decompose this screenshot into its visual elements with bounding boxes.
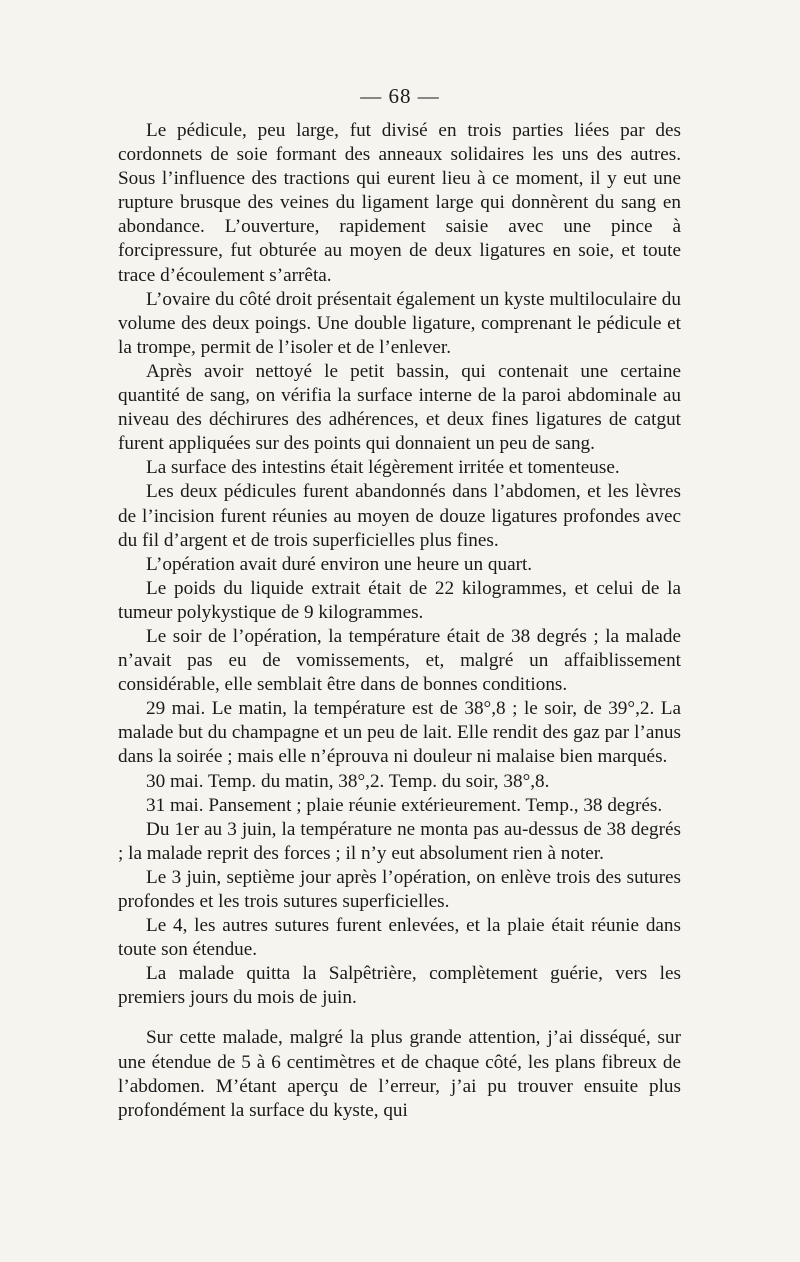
paragraph: Le poids du liquide extrait était de 22 kilogrammes, et celui de la tumeur polykystique de 9 kilogrammes. — [118, 577, 681, 623]
body-text — [118, 119, 681, 1123]
paragraph: L’opération avait duré environ une heure un quart. — [146, 553, 533, 575]
page-number: — 68 — — [360, 84, 440, 108]
paragraph: Le 3 juin, septième jour après l’opération, on enlève trois des sutures profondes et les trois sutures superficielles. — [118, 866, 681, 912]
paragraph: L’ovaire du côté droit présentait également un kyste multiloculaire du volume des deux poings. Une double ligature, comprenant le pédicule et la trompe, permit de l’isoler et de l’enlever. — [118, 288, 681, 358]
paragraph: Après avoir nettoyé le petit bassin, qui contenait une certaine quantité de sang, on vérifia la surface interne de la paroi abdominale au niveau des déchirures des adhérences, et deux fines ligatures de catgut furent appliquées sur des points qui donnaient un peu de sang. — [118, 360, 681, 455]
paragraph: Le pédicule, peu large, fut divisé en trois parties liées par des cordonnets de soie formant des anneaux solidaires les uns des autres. Sous l’influence des tractions qui eurent lieu à ce moment, il y eut une rupture brusque des veines du ligament large qui donnèrent du sang en abondance. L’ouverture, rapidement saisie avec une pince à forcipressure, fut obturée au moyen de deux ligatures en soie, et toute trace d’écoulement s’arrêta. — [118, 120, 681, 286]
paragraph: La surface des intestins était légèrement irritée et tomenteuse. — [146, 457, 620, 479]
paragraph: Les deux pédicules furent abandonnés dans l’abdomen, et les lèvres de l’incision furent réunies au moyen de douze ligatures profondes avec du fil d’argent et de trois superficielles plus fines. — [118, 481, 681, 551]
paragraph: Sur cette malade, malgré la plus grande attention, j’ai disséqué, sur une étendue de 5 à 6 centimètres et de chaque côté, les plans fibreux de l’abdomen. M’étant aperçu de l’erreur, j’ai pu trouver ensuite plus profondément la surface du kyste, qui — [118, 1027, 681, 1121]
paragraph: 29 mai. Le matin, la température est de 38°,8 ; le soir, de 39°,2. La malade but du champagne et un peu de lait. Elle rendit des gaz par l’anus dans la soirée ; mais elle n’éprouva ni douleur ni malaise bien marqués. — [118, 698, 681, 768]
paragraph: 31 mai. Pansement ; plaie réunie extérieurement. Temp., 38 degrés. — [146, 794, 663, 816]
paragraph: Du 1er au 3 juin, la température ne monta pas au-dessus de 38 degrés ; la malade reprit des forces ; il n’y eut absolument rien à noter. — [118, 818, 681, 864]
paragraph: 30 mai. Temp. du matin, 38°,2. Temp. du soir, 38°,8. — [146, 770, 550, 792]
paragraph: La malade quitta la Salpêtrière, complètement guérie, vers les premiers jours du mois de juin. — [118, 963, 681, 1009]
paragraph: Le soir de l’opération, la température était de 38 degrés ; la malade n’avait pas eu de vomissements, et, malgré un affaiblissement considérable, elle semblait être dans de bonnes conditions. — [118, 625, 681, 696]
paragraph: Le 4, les autres sutures furent enlevées, et la plaie était réunie dans toute son étendue. — [118, 915, 681, 961]
